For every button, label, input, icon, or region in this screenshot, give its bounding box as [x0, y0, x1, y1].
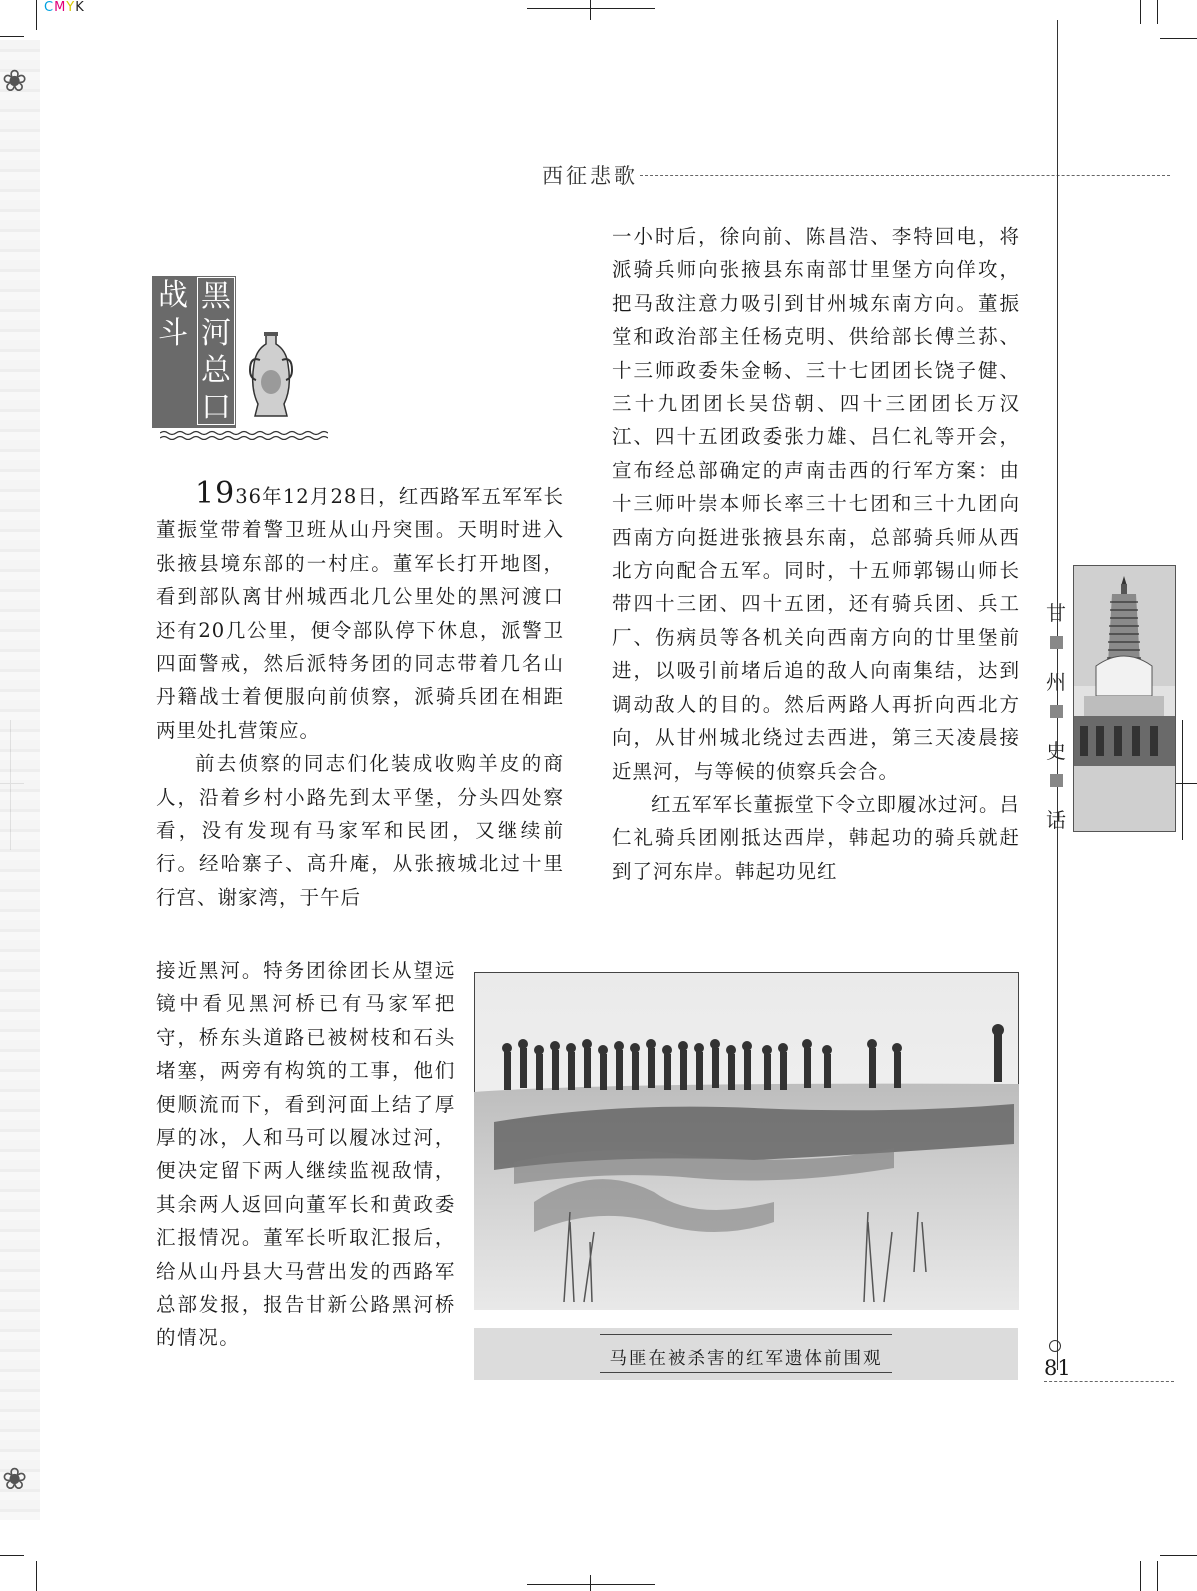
crop-mark — [36, 0, 37, 30]
body-paragraph: 接近黑河。特务团徐团长从望远镜中看见黑河桥已有马家军把守，桥东头道路已被树枝和石头堵塞，两旁有构筑的工事，他们便顺流而下，看到河面上结了厚厚的冰，人和马可以履冰过河，便决定留下两人继续监视敌情，其余两人返回向董军长和黄政委汇报情况。董军长听取汇报后，给从山丹县大马营出发的西路军总部发报，报告甘新公路黑河桥的情况。 — [156, 959, 456, 1350]
crop-mark — [0, 36, 24, 37]
crop-mark — [590, 0, 591, 20]
pagoda-photo — [1073, 565, 1176, 832]
chapter-title-part-a: 战斗 — [158, 278, 188, 351]
left-column-narrow — [156, 954, 456, 1355]
series-title-char: 史 — [1046, 739, 1066, 763]
crop-mark — [1160, 38, 1197, 39]
page-number: 81 — [1044, 1356, 1071, 1380]
header-dashed-rule — [640, 175, 1170, 176]
crop-mark — [1140, 1561, 1141, 1591]
chapter-title-part-b: 黑河总口 — [197, 277, 235, 425]
cloud-ornament-icon: ❀ — [2, 64, 28, 99]
body-paragraph: 1936年12月28日，红西路军五军军长董振堂带着警卫班从山丹突围。天明时进入张掖县境东部的一村庄。董军长打开地图，看到部队离甘州城西北几公里处的黑河渡口还有20几公里，便令部队停下休息，派警卫四面警戒，然后派特务团的同志带着几名山丹籍战士着便服向前侦察，派骑兵团在相距两里处扎营策应。 — [156, 476, 564, 742]
right-column — [612, 220, 1020, 888]
crop-mark — [1157, 1561, 1158, 1591]
cmyk-marks: CMYK — [44, 0, 85, 15]
crop-mark — [1160, 1555, 1197, 1556]
section-title: 西征悲歌 — [542, 164, 638, 188]
page-marker-icon — [1049, 1340, 1061, 1352]
vase-icon — [246, 330, 296, 422]
drop-numeral: 19 — [195, 476, 236, 511]
crop-mark — [1182, 720, 1183, 840]
cloud-ornament-icon: ❀ — [2, 1462, 28, 1497]
crop-mark — [36, 1561, 37, 1591]
series-title-vertical — [1044, 596, 1068, 837]
photo-caption: 马匪在被杀害的红军遗体前围观 — [609, 1349, 883, 1369]
body-paragraph: 前去侦察的同志们化装成收购羊皮的商人，沿着乡村小路先到太平堡，分头四处察看，没有发现有马家军和民团，又继续前行。经哈寨子、高升庵，从张掖城北过十里行宫、谢家湾，于午后 — [156, 752, 564, 909]
crop-mark — [1157, 0, 1158, 24]
body-paragraph: 一小时后，徐向前、陈昌浩、李特回电，将派骑兵师向张掖县东南部廿里堡方向佯攻，把马敌注意力吸引到甘州城东南方向。董振堂和政治部主任杨克明、供给部长傅兰荪、十三师政委朱金畅、三十七团团长饶子健、三十九团团长吴岱朝、四十三团团长万汉江、四十五团政委张力雄、吕仁礼等开会，宣布经总部确定的声南击西的行军方案：由十三师叶崇本师长率三十七团和三十九团向西南方向挺进张掖县东南，总部骑兵师从西北方向配合五军。同时，十五师郭锡山师长带四十三团、四十五团，还有骑兵团、兵工厂、伤病员等各机关向西南方向的廿里堡前进，以吸引前堵后追的敌人向南集结，达到调动敌人的目的。然后两路人再折向西北方向，从甘州城北绕过去西进，第三天凌晨接近黑河，与等候的侦察兵会合。 — [612, 225, 1020, 783]
crop-mark — [0, 1555, 24, 1556]
square-bullet-icon — [1050, 636, 1063, 649]
wave-ornament — [160, 430, 328, 440]
series-title-char: 甘 — [1046, 601, 1066, 625]
crop-mark — [527, 1584, 655, 1585]
body-paragraph: 红五军军长董振堂下令立即履冰过河。吕仁礼骑兵团刚抵达西岸，韩起功的骑兵就赶到了河东岸。韩起功见红 — [612, 792, 1021, 883]
left-column — [156, 476, 564, 914]
caption-rule — [600, 1334, 892, 1335]
left-decorative-strip — [0, 40, 40, 1520]
series-title-char: 州 — [1046, 670, 1066, 694]
crop-mark — [590, 1575, 591, 1591]
historical-photo — [474, 972, 1019, 1310]
square-bullet-icon — [1050, 705, 1063, 718]
crop-mark — [1140, 0, 1141, 24]
caption-rule — [600, 1372, 892, 1373]
footer-dashed-rule — [1044, 1381, 1174, 1382]
crop-mark — [527, 8, 655, 9]
square-bullet-icon — [1050, 774, 1063, 787]
series-title-char: 话 — [1046, 808, 1066, 832]
